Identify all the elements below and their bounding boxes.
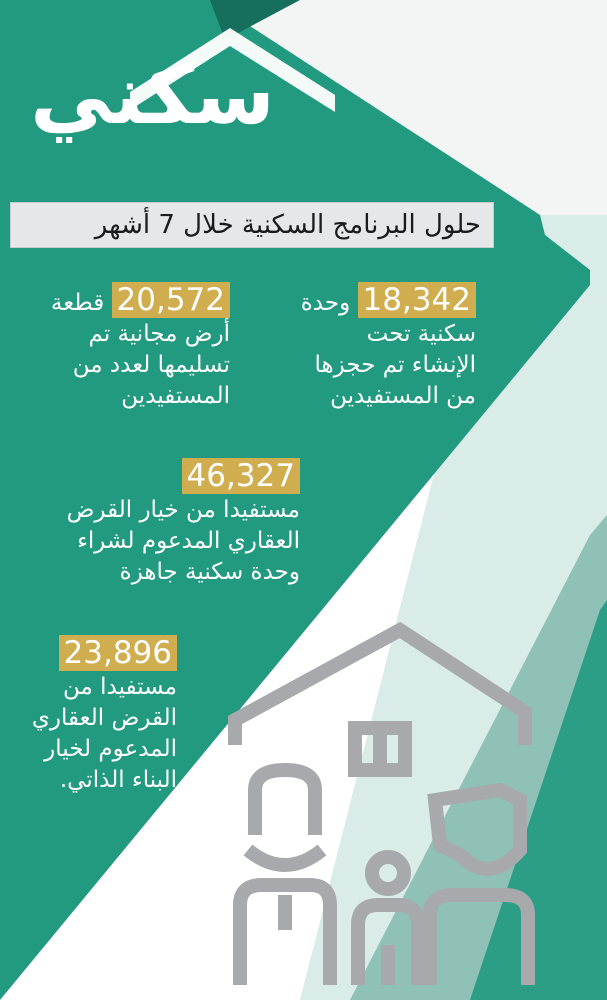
- stat-line: البناء الذاتي.: [59, 767, 177, 793]
- stat-line: مستفيدا من: [63, 674, 177, 700]
- stat-number: 18,342: [358, 282, 476, 318]
- stat-line: وحدة سكنية جاهزة: [119, 559, 300, 585]
- stat-ready-unit-loan: [30, 458, 300, 588]
- stat-unit: وحدة: [300, 290, 351, 316]
- stat-line: المدعوم لخيار: [44, 736, 177, 762]
- stat-number: 46,327: [182, 458, 300, 494]
- stat-heading: [276, 282, 476, 319]
- stat-under-construction: [276, 282, 476, 412]
- logo: سكني: [30, 48, 275, 143]
- title-bar: [10, 202, 494, 248]
- stat-line: المستفيدين: [121, 383, 230, 409]
- stat-number: 20,572: [112, 282, 230, 318]
- stat-line: تسليمها لعدد من: [72, 352, 230, 378]
- stat-heading: [30, 458, 300, 495]
- stat-line: مستفيدا من خيار القرض: [66, 497, 300, 523]
- stat-heading: [30, 282, 230, 319]
- stat-self-build-loan: [5, 635, 177, 796]
- stat-free-land: [30, 282, 230, 412]
- stat-line: العقاري المدعوم لشراء: [77, 528, 300, 554]
- stat-line: سكنية تحت: [366, 321, 476, 347]
- page-title: حلول البرنامج السكنية خلال 7 أشهر: [94, 210, 481, 240]
- stat-number: 23,896: [59, 635, 177, 671]
- stat-line: الإنشاء تم حجزها: [314, 352, 476, 378]
- stat-unit: قطعة: [50, 290, 105, 316]
- stat-line: القرض العقاري: [31, 705, 177, 731]
- stat-line: من المستفيدين: [330, 383, 476, 409]
- stat-line: أرض مجانية تم: [88, 321, 230, 347]
- stat-heading: [5, 635, 177, 672]
